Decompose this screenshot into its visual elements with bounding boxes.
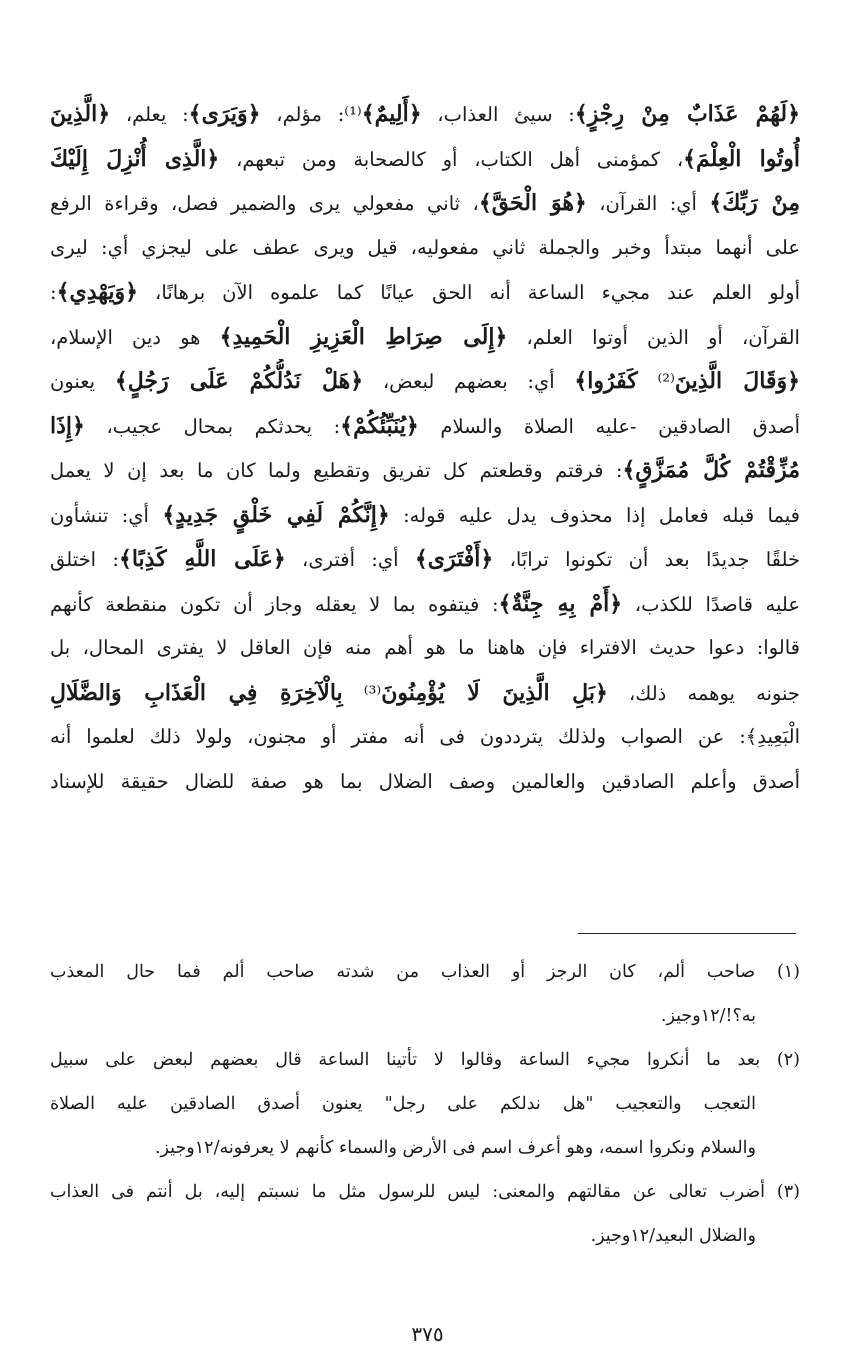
text-line: [50, 537, 800, 582]
text-line: [50, 270, 800, 315]
footnote-line: [50, 1214, 800, 1258]
footnote-text: أضرب تعالى عن مقالتهم والمعنى: ليس للرسول مثل ما نسبتم إليه، بل أنتم فى العذاب: [50, 1182, 765, 1202]
footnote-text: والضلال البعيد/١٢وجيز.: [590, 1226, 756, 1246]
footnote-line: [50, 1170, 800, 1214]
quran-verse-text: ﴿عَلَى اللَّهِ كَذِبًا﴾: [118, 546, 286, 572]
footnote-text: بعد ما أنكروا مجيء الساعة وقالوا لا تأتينا الساعة قال بعضهم لبعض على سبيل: [50, 1050, 761, 1070]
quran-verse-text: ﴿بَلِ الَّذِينَ لَا يُؤْمِنُونَ: [381, 679, 608, 706]
text-line: [50, 404, 800, 449]
commentary-text: : سيئ العذاب،: [421, 103, 575, 126]
text-line: [50, 92, 800, 137]
text-line: [50, 448, 800, 493]
text-line: [50, 671, 800, 716]
footnote-line: [50, 994, 800, 1038]
quran-verse-text: كَفَرُوا﴾: [574, 368, 638, 394]
footnote-label: (٣): [776, 1182, 800, 1202]
quran-verse-text: ﴿الَّذِينَ: [50, 101, 111, 127]
commentary-text: أي: بعضهم لبعض،: [363, 370, 575, 393]
commentary-text: ⁽¹⁾: مؤلم،: [260, 103, 362, 126]
commentary-text: عليه قاصدًا للكذب،: [622, 592, 800, 616]
footnote-text: صاحب ألم، كان الرجز أو العذاب من شدته صاحب ألم فما حال المعذب: [50, 962, 756, 982]
commentary-text: يعنون: [50, 370, 115, 393]
footnotes-section: [50, 950, 800, 1258]
commentary-text: أي: تنشأون: [50, 503, 163, 527]
quran-verse-text: أُوتُوا الْعِلْمَ﴾: [683, 145, 800, 172]
quran-verse-text: ﴿أَفْتَرَى﴾: [414, 546, 494, 572]
commentary-text: ، كمؤمنى أهل الكتاب، أو كالصحابة ومن تبعهم،: [219, 147, 684, 171]
text-line: [50, 359, 800, 404]
quran-verse-text: ﴿أَمْ بِهِ جِنَّةٌ﴾: [498, 590, 623, 617]
commentary-text: قالوا: دعوا حديث الافتراء فإن هاهنا ما هو أهم منه فإن العاقل لا يفترى المحال، بل: [50, 636, 800, 659]
footnote-text: والسلام ونكروا اسمه، وهو أعرف اسم فى الأرض والسماء كأنهم لا يعرفونه/١٢وجيز.: [154, 1138, 756, 1158]
quran-verse-text: ﴿لَهُمْ عَذَابٌ مِنْ رِجْزٍ﴾: [574, 101, 800, 127]
quran-verse-text: ﴿أَلِيمٌ﴾: [361, 101, 422, 127]
page-number: ٣٧٥: [411, 1322, 444, 1346]
commentary-text: : اختلق: [50, 548, 119, 571]
footnote-line: [50, 1126, 800, 1170]
commentary-text: ، ثاني مفعولي يرى والضمير فصل، وقراءة الرفع: [50, 192, 479, 215]
footnote-line: [50, 1038, 800, 1082]
quran-verse-text: ﴿يُنَبِّئُكُمْ﴾: [340, 412, 419, 439]
commentary-text: :: [50, 281, 57, 304]
footnote-line: [50, 950, 800, 994]
commentary-text: : فيتفوه بما لا يعقله وجاز أن تكون منقطعة كأنهم: [50, 592, 499, 616]
commentary-text: أي: أفترى،: [285, 548, 415, 571]
quran-verse-text: ﴿إِنَّكُمْ لَفِي خَلْقٍ جَدِيدٍ﴾: [162, 501, 390, 528]
text-line: [50, 226, 800, 271]
footnote-line: [50, 1082, 800, 1126]
commentary-text: فيما قبله فعامل إذا محذوف يدل عليه قوله:: [389, 503, 800, 527]
quran-verse-text: ﴿هَلْ نَدُلُّكُمْ عَلَى رَجُلٍ﴾: [114, 368, 364, 394]
quran-verse-text: ﴿وَقَالَ الَّذِينَ: [674, 368, 800, 394]
text-line: [50, 760, 800, 805]
commentary-text: أي: القرآن،: [586, 192, 710, 215]
commentary-text: هو دين الإسلام،: [50, 325, 220, 349]
text-line: [50, 181, 800, 226]
commentary-text: جنونه يوهمه ذلك،: [607, 681, 800, 705]
commentary-text: القرآن، أو الذين أوتوا العلم،: [507, 325, 800, 349]
commentary-text: أصدق وأعلم الصادقين والعالمين وصف الضلال بما هو صفة للضال حقيقة للإسناد: [50, 769, 800, 793]
quran-verse-text: ﴿وَيَهْدِي﴾: [56, 279, 139, 305]
footnote-divider: [578, 933, 796, 934]
text-line: [50, 582, 800, 627]
commentary-text: : عن الصواب ولذلك يترددون فى أنه مفتر أو مجنون، ولولا ذلك لعلموا أنه: [50, 725, 746, 748]
footnote-text: به؟!/١٢وجيز.: [660, 1006, 756, 1026]
commentary-text: أولو العلم عند مجيء الساعة أنه الحق عيانًا كما علموه الآن برهانًا،: [138, 281, 800, 304]
quran-verse-text: مُزِّقْتُمْ كُلَّ مُمَزَّقٍ﴾: [622, 457, 800, 483]
main-text-body: [50, 92, 800, 804]
commentary-text: ⁽³⁾: [342, 681, 382, 705]
quran-verse-text: مِنْ رَبِّكَ﴾: [709, 190, 800, 216]
commentary-text: : يعلم،: [110, 103, 189, 126]
text-line: [50, 315, 800, 360]
footnote-label: (١): [776, 962, 800, 982]
commentary-text: ⁽²⁾: [637, 370, 675, 393]
quran-verse-text: ﴿الَّذِى أُنْزِلَ إِلَيْكَ: [50, 145, 220, 172]
commentary-text: أصدق الصادقين -عليه الصلاة والسلام: [418, 414, 800, 438]
commentary-text: على أنهما مبتدأ وخبر والجملة ثاني مفعوليه، قيل ويرى عطف على ليجزي أي: ليرى: [50, 235, 800, 259]
commentary-text: : يحدثكم بمحال عجيب،: [84, 414, 341, 438]
quran-verse-text: ﴿هُوَ الْحَقَّ﴾: [478, 190, 587, 216]
commentary-text: خلقًا جديدًا بعد أن تكونوا ترابًا،: [493, 548, 800, 571]
text-line: [50, 626, 800, 671]
footnote-text: التعجب والتعجيب "هل ندلكم على رجل" يعنون أصدق الصادقين عليه الصلاة: [50, 1094, 756, 1114]
quran-verse-text: ﴿وَيَرَى﴾: [188, 101, 261, 127]
quran-verse-text: بِالْآخِرَةِ فِي الْعَذَابِ وَالضَّلَالِ: [50, 679, 343, 706]
text-line: [50, 493, 800, 538]
quran-verse-text: ﴿إِذَا: [50, 412, 85, 439]
text-line: [50, 137, 800, 182]
commentary-text: الْبَعِيدِ﴾: [745, 725, 800, 748]
quran-verse-text: ﴿إِلَى صِرَاطِ الْعَزِيزِ الْحَمِيدِ﴾: [219, 323, 508, 350]
commentary-text: : فرقتم وقطعتم كل تفريق وتقطيع ولما كان ما بعد إن لا يعمل: [50, 459, 623, 482]
text-line: [50, 715, 800, 760]
footnote-label: (٢): [776, 1050, 800, 1070]
